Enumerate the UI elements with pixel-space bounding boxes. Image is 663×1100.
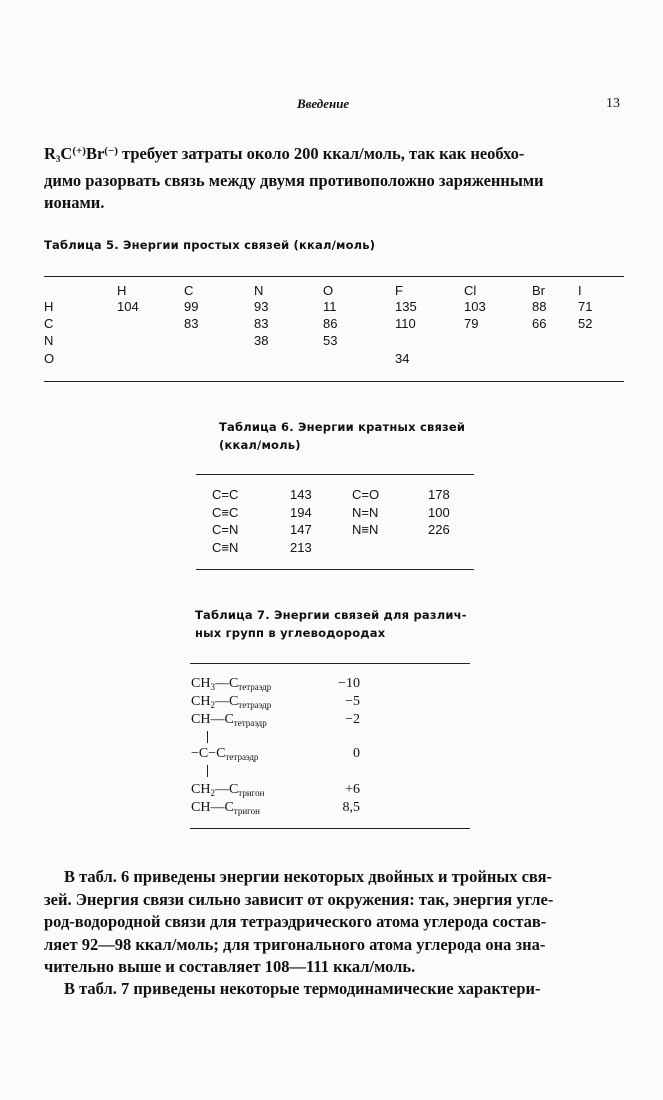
table7-vertical-bond <box>207 765 208 777</box>
table5-col-header: F <box>395 283 403 298</box>
body-p1-line-5: чительно выше и составляет 108—111 ккал/моль. <box>44 957 416 976</box>
table7-top-rule <box>190 663 470 664</box>
table7-group-atom: CH <box>191 676 211 691</box>
formula-charge-minus: (−) <box>104 145 118 157</box>
table7-carbon-type: тетраэдр <box>238 682 272 692</box>
formula-charge-plus: (+) <box>72 145 86 157</box>
table5-cell: 83 <box>254 316 269 331</box>
table5-cell: 104 <box>117 299 139 314</box>
table5-col-header: H <box>117 283 127 298</box>
table6-bond: C≡N <box>212 540 239 555</box>
table7-value: −2 <box>345 712 360 727</box>
table5-cell: 11 <box>323 299 337 314</box>
table6-value: 100 <box>428 505 450 520</box>
intro-line-3: ионами. <box>44 193 105 212</box>
table7-value: 8,5 <box>342 800 360 815</box>
table7-group-subscript: 2 <box>210 788 215 798</box>
table6-value: 226 <box>428 522 450 537</box>
table7-caption-line-2: ных групп в углеводородах <box>195 626 386 640</box>
table7-group <box>191 712 267 728</box>
table5-row-label: C <box>44 316 54 331</box>
table5-cell: 79 <box>464 316 479 331</box>
table7-group-subscript: 2 <box>210 700 215 710</box>
body-p1-line-2: зей. Энергия связи сильно зависит от окружения: так, энергия угле- <box>44 889 554 909</box>
table7-group-atom: CH <box>191 800 211 815</box>
table5-cell: 135 <box>395 299 417 314</box>
table6-value: 178 <box>428 487 450 502</box>
table7-bond: —C <box>214 676 239 691</box>
body-p1-line-4: ляет 92—98 ккал/моль; для тригонального атома углерода она зна- <box>44 934 546 954</box>
intro-paragraph <box>44 140 622 214</box>
table6-value: 147 <box>290 522 312 537</box>
table6-caption-line-1: Таблица 6. Энергии кратных связей <box>219 420 466 434</box>
page-number: 13 <box>606 96 620 111</box>
table7-bond: —C <box>210 800 234 815</box>
table6-bond: C=O <box>352 487 380 502</box>
table5-cell: 110 <box>395 316 416 331</box>
table5-row-label: H <box>44 299 54 314</box>
body-paragraph-2 <box>44 978 622 1000</box>
table7-group-atom: −C <box>191 746 209 761</box>
table6-caption-line-2: (ккал/моль) <box>219 438 301 452</box>
table7-carbon-type: тригон <box>233 806 260 816</box>
table7-caption-line-1: Таблица 7. Энергии связей для различ- <box>195 608 467 622</box>
intro-line-1 <box>44 140 622 170</box>
running-header-title: Введение <box>297 96 350 111</box>
table7-value: −5 <box>345 694 360 709</box>
table6-value: 213 <box>290 540 312 555</box>
table5-bottom-rule <box>44 381 624 382</box>
table7-bottom-rule <box>190 828 470 829</box>
table5-top-rule <box>44 276 624 277</box>
table7-bond: —C <box>214 782 239 797</box>
table7-bond: —C <box>210 712 234 727</box>
table7-carbon-type: тригон <box>238 788 265 798</box>
table7-carbon-type: тетраэдр <box>225 752 259 762</box>
table5-col-header: I <box>578 283 582 298</box>
table5-row-label: N <box>44 333 54 348</box>
table5-cell: 88 <box>532 299 547 314</box>
table5-col-header: Br <box>532 283 545 298</box>
table5-cell: 38 <box>254 333 269 348</box>
table7-group <box>191 800 260 816</box>
table7-group-subscript: 3 <box>210 682 215 692</box>
table7-value: +6 <box>345 782 360 797</box>
intro-line-2: димо разорвать связь между двумя противоположно заряженными <box>44 171 544 190</box>
formula-subscript: 3 <box>55 154 61 164</box>
table7-vertical-bond <box>207 731 208 743</box>
table7-bond: —C <box>214 694 239 709</box>
table5-cell: 34 <box>395 351 410 366</box>
table5-cell: 103 <box>464 299 486 314</box>
table6-bond: N=N <box>352 505 379 520</box>
table6-bond: C≡C <box>212 505 239 520</box>
table7-value: −10 <box>338 676 360 691</box>
table7-value: 0 <box>353 746 360 761</box>
table5-cell: 71 <box>578 299 593 314</box>
body-p2-line-1: В табл. 7 приведены некоторые термодинамические характери- <box>64 979 541 998</box>
table7-group-atom: CH <box>191 694 211 709</box>
table5-cell: 86 <box>323 316 338 331</box>
table7-group-atom: CH <box>191 782 211 797</box>
table5-col-header: O <box>323 283 334 298</box>
table6-bond: C=N <box>212 522 239 537</box>
table5-row-label: O <box>44 351 55 366</box>
table7-group <box>191 782 264 798</box>
table5-cell: 83 <box>184 316 199 331</box>
table5-cell: 99 <box>184 299 199 314</box>
table5-cell: 52 <box>578 316 593 331</box>
formula-r: R <box>44 144 56 163</box>
table7-group <box>191 746 258 762</box>
table5-col-header: Cl <box>464 283 477 298</box>
table5-cell: 93 <box>254 299 269 314</box>
formula-c: C <box>60 144 73 163</box>
intro-line-1-text: требует затраты около 200 ккал/моль, так как необхо- <box>117 144 525 163</box>
table6-bottom-rule <box>196 569 474 570</box>
table7-group <box>191 676 271 692</box>
table7-group <box>191 694 271 710</box>
table6-value: 143 <box>290 487 312 502</box>
table7-carbon-type: тетраэдр <box>238 700 272 710</box>
table5-col-header: N <box>254 283 264 298</box>
body-p1-line-1: В табл. 6 приведены энергии некоторых двойных и тройных свя- <box>64 867 553 886</box>
table7-carbon-type: тетраэдр <box>233 718 267 728</box>
table5-cell: 53 <box>323 333 338 348</box>
table7-group-atom: CH <box>191 712 211 727</box>
table6-bond: N≡N <box>352 522 379 537</box>
table6-bond: C=C <box>212 487 239 502</box>
body-p1-line-3: род-водородной связи для тетраэдрического атома углерода состав- <box>44 912 547 931</box>
table5-caption: Таблица 5. Энергии простых связей (ккал/моль) <box>44 238 376 252</box>
formula-br: Br <box>85 144 105 163</box>
table7-bond: −C <box>208 746 226 761</box>
table6-top-rule <box>196 474 474 475</box>
table5-col-header: C <box>184 283 194 298</box>
table6-value: 194 <box>290 505 312 520</box>
table5-cell: 66 <box>532 316 547 331</box>
body-paragraph-1 <box>44 866 622 979</box>
